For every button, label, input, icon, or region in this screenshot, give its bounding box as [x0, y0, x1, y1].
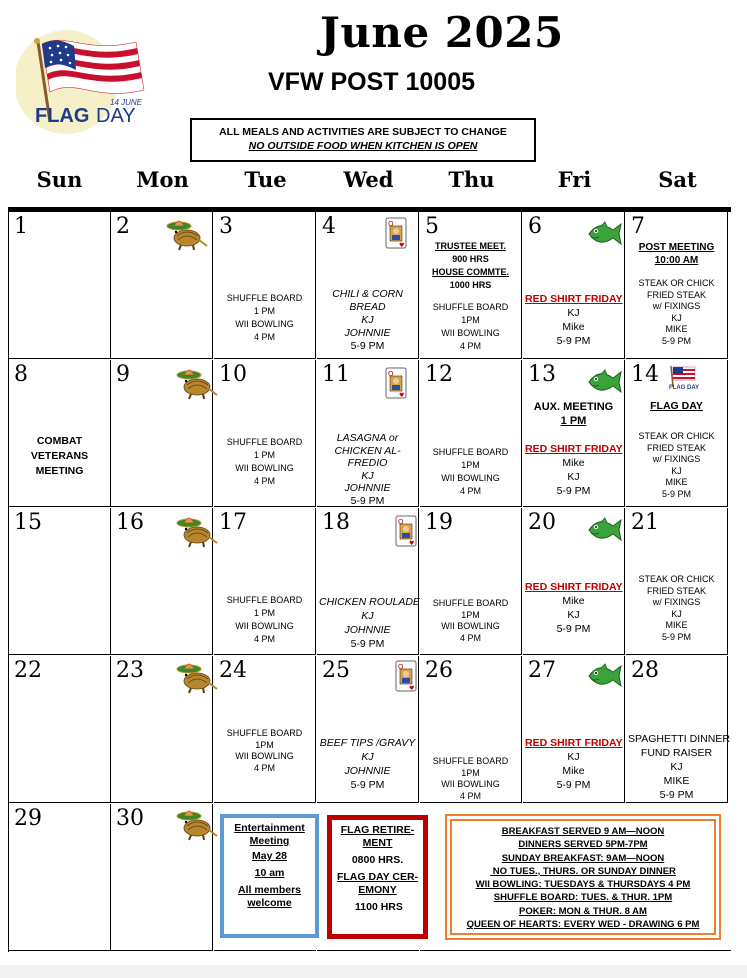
day-cell-30 — [111, 804, 213, 951]
armadillo-sombrero-icon — [165, 216, 209, 252]
flag-day-logo — [16, 22, 154, 150]
day-events: SHUFFLE BOARD 1PM WII BOWLING 4 PM — [432, 447, 509, 496]
day-cell-7 — [626, 212, 728, 359]
day-events: SHUFFLE BOARD 1PM WII BOWLING 4 PM — [432, 756, 509, 801]
day-number: 7 — [631, 214, 645, 239]
queen-of-hearts-card-icon — [395, 660, 419, 694]
green-fish-icon — [585, 660, 623, 692]
flag-retirement-box: FLAG RETIRE- MENT 0800 HRS. FLAG DAY CER- EMONY 1100 HRS — [327, 815, 428, 939]
day-events: STEAK OR CHICK FRIED STEAK w/ FIXINGS KJ MIKE 5-9 PM — [638, 431, 715, 499]
day-number: 20 — [528, 510, 556, 535]
dow-mon: Mon — [136, 167, 189, 192]
day-number: 8 — [14, 362, 28, 387]
day-cell-8 — [9, 360, 111, 507]
day-events: SHUFFLE BOARD 1 PM WII BOWLING 4 PM — [226, 437, 303, 486]
day-cell-23 — [111, 656, 213, 803]
day-events: SHUFFLE BOARD 1PM WII BOWLING 4 PM — [432, 598, 509, 643]
dow-thu: Thu — [448, 167, 495, 192]
day-number: 15 — [14, 510, 42, 535]
day-cell-14 — [626, 360, 728, 507]
day-events: SHUFFLE BOARD 1PM WII BOWLING 4 PM — [432, 302, 509, 351]
day-cell-29 — [9, 804, 111, 951]
notice-line-1: ALL MEALS AND ACTIVITIES ARE SUBJECT TO CHANGE — [219, 126, 507, 138]
day-cell-12 — [420, 360, 522, 507]
day-cell-16 — [111, 508, 213, 655]
day-cell-4 — [317, 212, 419, 359]
day-number: 5 — [425, 214, 439, 239]
day-cell-5 — [420, 212, 522, 359]
day-events: FLAG DAY — [650, 400, 703, 412]
day-events: SHUFFLE BOARD 1 PM WII BOWLING 4 PM — [226, 293, 303, 342]
day-cell-19 — [420, 508, 522, 655]
day-events: SPAGHETTI DINNER FUND RAISER KJ MIKE 5-9 PM — [628, 733, 730, 801]
armadillo-sombrero-icon — [175, 806, 219, 842]
day-cell-10 — [214, 360, 316, 507]
day-cell-9 — [111, 360, 213, 507]
green-fish-icon — [585, 218, 623, 250]
day-number: 11 — [322, 362, 350, 387]
day-events: RED SHIRT FRIDAY Mike KJ 5-9 PM — [525, 581, 623, 635]
queen-of-hearts-card-icon — [385, 217, 409, 251]
day-events: BEEF TIPS /GRAVY KJ JOHNNIE 5-9 PM — [319, 737, 416, 791]
svg-text:FLAG: FLAG — [35, 105, 90, 127]
day-cell-6 — [523, 212, 625, 359]
day-number: 9 — [116, 362, 130, 387]
svg-text:FLAG DAY: FLAG DAY — [669, 385, 700, 391]
day-number: 24 — [219, 658, 247, 683]
day-number: 13 — [528, 362, 556, 387]
day-number: 19 — [425, 510, 453, 535]
dow-sun: Sun — [36, 167, 83, 192]
day-number: 30 — [116, 806, 144, 831]
day-number: 16 — [116, 510, 144, 535]
queen-of-hearts-card-icon — [385, 367, 409, 401]
day-events: SHUFFLE BOARD 1PM WII BOWLING 4 PM — [226, 728, 303, 773]
queen-of-hearts-card-icon — [395, 515, 419, 549]
day-of-week-header — [8, 165, 730, 207]
armadillo-sombrero-icon — [175, 365, 219, 401]
day-events: SHUFFLE BOARD 1 PM WII BOWLING 4 PM — [226, 595, 303, 644]
day-events: STEAK OR CHICK FRIED STEAK w/ FIXINGS KJ MIKE 5-9 PM — [638, 278, 715, 346]
day-number: 18 — [322, 510, 350, 535]
day-number: 6 — [528, 214, 542, 239]
armadillo-sombrero-icon — [175, 659, 219, 695]
page-footer-strip — [0, 965, 747, 978]
day-cell-25 — [317, 656, 419, 803]
dow-sat: Sat — [658, 167, 697, 192]
schedule-box: BREAKFAST SERVED 9 AM—NOON DINNERS SERVED 5PM-7PM SUNDAY BREAKFAST: 9AM—NOON NO TUES., THURS. OR SUNDAY DINNER WII BOWLING: TUESDAYS & THURSDAYS 4 PM SHUFFLE BOARD: TUES. & THUR. 1PM POKER: MON & THUR. 8 AM QUEEN OF HEARTS: EVERY WED - DRAWING 6 PM — [445, 814, 721, 940]
day-events: RED SHIRT FRIDAY Mike KJ 5-9 PM — [525, 443, 623, 497]
day-events: STEAK OR CHICK FRIED STEAK w/ FIXINGS KJ MIKE 5-9 PM — [638, 574, 715, 642]
us-flag-icon — [16, 22, 154, 150]
day-events: RED SHIRT FRIDAY KJ Mike 5-9 PM — [525, 737, 623, 791]
day-number: 14 — [631, 362, 659, 387]
day-number: 3 — [219, 214, 233, 239]
day-cell-22 — [9, 656, 111, 803]
day-number: 28 — [631, 658, 659, 683]
svg-text:DAY: DAY — [96, 105, 136, 127]
svg-text:14 JUNE: 14 JUNE — [110, 98, 143, 107]
day-events: COMBAT VETERANS MEETING — [30, 435, 89, 477]
notice-box — [190, 118, 536, 162]
us-flag-icon — [666, 363, 700, 391]
day-events: LASAGNA or CHICKEN AL- FREDIO KJ JOHNNIE 5-9 PM — [334, 432, 401, 507]
dow-tue: Tue — [244, 167, 287, 192]
calendar-grid — [8, 212, 731, 952]
day-cell-24 — [214, 656, 316, 803]
day-cell-13 — [523, 360, 625, 507]
day-cell-3 — [214, 212, 316, 359]
dow-fri: Fri — [557, 167, 592, 192]
day-events: CHICKEN ROULADE KJ JOHNNIE 5-9 PM — [319, 596, 420, 650]
day-number: 21 — [631, 510, 659, 535]
day-number: 2 — [116, 214, 130, 239]
day-events: TRUSTEE MEET. 900 HRS HOUSE COMMTE. 1000 HRS — [431, 241, 509, 290]
day-cell-20 — [523, 508, 625, 655]
day-number: 26 — [425, 658, 453, 683]
day-number: 4 — [322, 214, 336, 239]
day-number: 27 — [528, 658, 556, 683]
day-number: 1 — [14, 214, 28, 239]
day-cell-26 — [420, 656, 522, 803]
day-cell-2 — [111, 212, 213, 359]
day-number: 29 — [14, 806, 42, 831]
notice-line-2: NO OUTSIDE FOOD WHEN KITCHEN IS OPEN — [248, 140, 478, 152]
page-title: June 2025 — [320, 8, 564, 57]
day-number: 17 — [219, 510, 247, 535]
day-number: 10 — [219, 362, 247, 387]
dow-wed: Wed — [343, 167, 394, 192]
day-number: 25 — [322, 658, 350, 683]
day-events: RED SHIRT FRIDAY KJ Mike 5-9 PM — [525, 293, 623, 347]
day-cell-17 — [214, 508, 316, 655]
day-number: 12 — [425, 362, 453, 387]
armadillo-sombrero-icon — [175, 513, 219, 549]
day-number: 23 — [116, 658, 144, 683]
day-number: 22 — [14, 658, 42, 683]
green-fish-icon — [585, 514, 623, 546]
day-cell-27 — [523, 656, 625, 803]
day-cell-15 — [9, 508, 111, 655]
day-cell-18 — [317, 508, 419, 655]
green-fish-icon — [585, 366, 623, 398]
day-cell-11 — [317, 360, 419, 507]
day-events: CHILI & CORN BREAD KJ JOHNNIE 5-9 PM — [332, 288, 403, 352]
day-events: POST MEETING 10:00 AM — [638, 242, 715, 266]
post-name: VFW POST 10005 — [268, 68, 476, 96]
day-cell-28 — [626, 656, 728, 803]
entertainment-meeting-box: Entertainment Meeting May 28 10 am All members welcome — [220, 814, 319, 938]
day-cell-21 — [626, 508, 728, 655]
day-events: AUX. MEETING 1 PM — [533, 401, 614, 427]
day-cell-1 — [9, 212, 111, 359]
